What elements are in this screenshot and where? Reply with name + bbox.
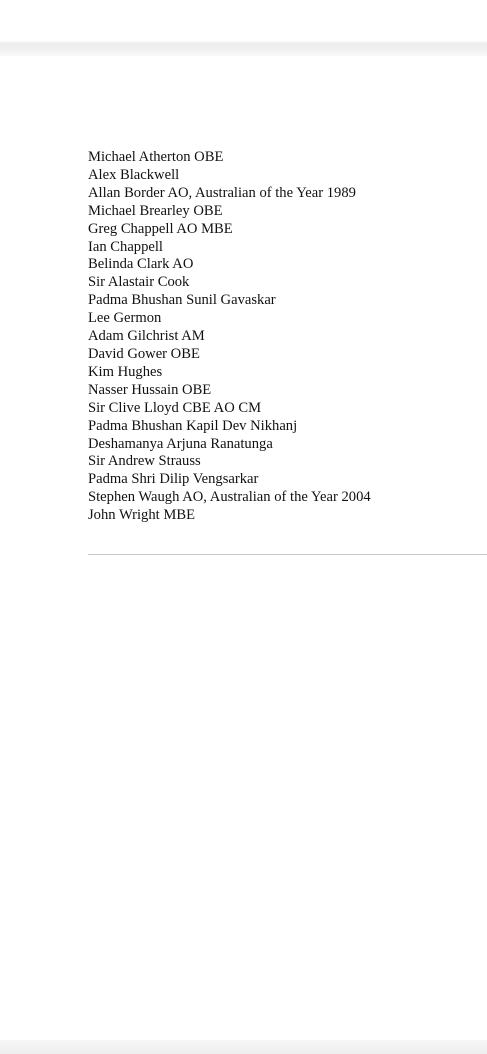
list-item: John Wright MBE — [88, 507, 195, 524]
list-item: Belinda Clark AO — [88, 256, 194, 273]
bottom-edge-shadow — [0, 1040, 487, 1054]
list-item: Padma Bhushan Sunil Gavaskar — [88, 292, 276, 309]
top-edge-shadow — [0, 0, 487, 56]
signatory-name-list — [88, 149, 371, 525]
list-item: Sir Andrew Strauss — [88, 453, 201, 470]
list-item: Alex Blackwell — [88, 166, 180, 183]
list-item: Nasser Hussain OBE — [88, 381, 212, 398]
list-item: Lee Germon — [88, 310, 162, 327]
list-item: Kim Hughes — [88, 363, 163, 380]
list-item: Allan Border AO, Australian of the Year 1989 — [88, 184, 356, 201]
list-item: Padma Bhushan Kapil Dev Nikhanj — [88, 417, 298, 434]
list-item: Michael Atherton OBE — [88, 149, 224, 165]
list-item: David Gower OBE — [88, 345, 200, 362]
list-item: Michael Brearley OBE — [88, 202, 223, 219]
list-item: Adam Gilchrist AM — [88, 328, 205, 345]
horizontal-divider — [88, 554, 487, 555]
list-item: Ian Chappell — [88, 238, 163, 255]
list-item: Deshamanya Arjuna Ranatunga — [88, 435, 273, 452]
list-item: Stephen Waugh AO, Australian of the Year 2004 — [88, 489, 371, 506]
list-item: Greg Chappell AO MBE — [88, 220, 233, 237]
document-page — [0, 56, 487, 1046]
list-item: Sir Alastair Cook — [88, 274, 190, 291]
list-item: Padma Shri Dilip Vengsarkar — [88, 471, 259, 488]
list-item: Sir Clive Lloyd CBE AO CM — [88, 399, 262, 416]
